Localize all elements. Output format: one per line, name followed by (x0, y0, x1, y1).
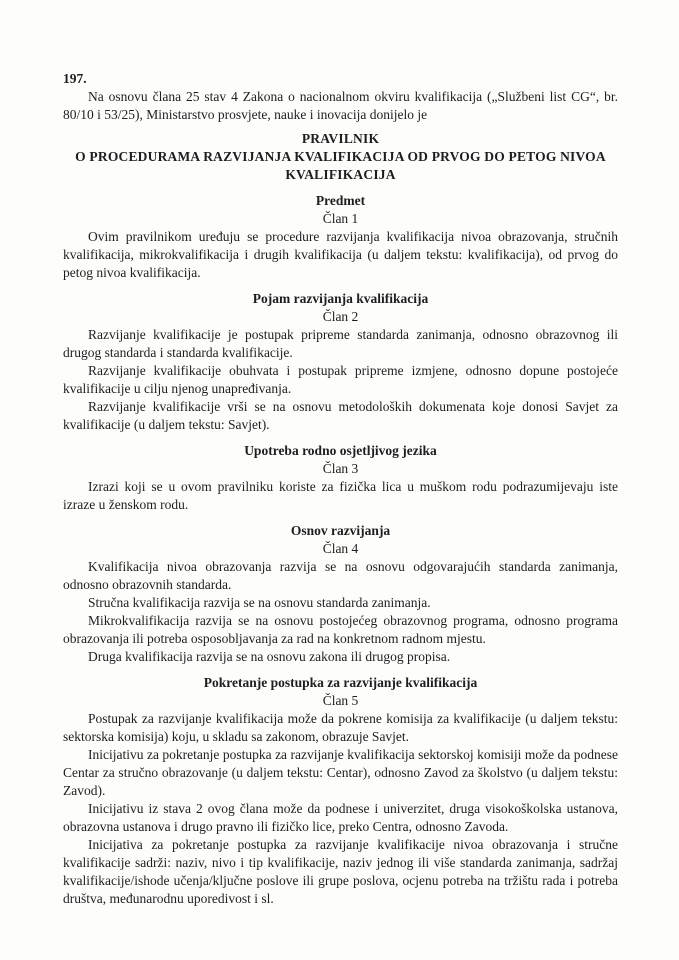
section-heading: Predmet (315, 193, 366, 208)
article-number: Član 1 (322, 211, 359, 226)
section-upotreba-jezika (63, 442, 618, 514)
title-line-1: PRAVILNIK (301, 131, 380, 146)
body-paragraph: Stručna kvalifikacija razvija se na osnovu standarda zanimanja. (88, 595, 431, 610)
body-paragraph: Ovim pravilnikom uređuju se procedure razvijanja kvalifikacija nivoa obrazovanja, stručnih kvalifikacija, mikrokvalifikacija i drugih kvalifikacija (u daljem tekstu: kvalifikacija), od prvog do petog nivoa kvalifikacija. (63, 229, 618, 280)
body-paragraph: Razvijanje kvalifikacije je postupak pripreme standarda zanimanja, odnosno obrazovnog ili drugog standarda i standarda kvalifikacije. (63, 327, 618, 360)
intro-paragraph: Na osnovu člana 25 stav 4 Zakona o nacionalnom okviru kvalifikacija („Službeni list CG“, br. 80/10 i 53/25), Ministarstvo prosvjete, nauke i inovacija donijelo je (63, 89, 618, 122)
body-paragraph: Druga kvalifikacija razvija se na osnovu zakona ili drugog propisa. (88, 649, 451, 664)
body-paragraph: Inicijativa za pokretanje postupka za razvijanje kvalifikacije nivoa obrazovanja i stručne kvalifikacije sadrži: naziv, nivo i tip kvalifikacije, naziv jednog ili više standarda zanimanja, sadržaj kvalifikacije/ishode učenja/ključne poslove ili grupe poslova, ocjenu potreba na tržištu rada i potreba društva, međunarodnu uporedivost i sl. (63, 837, 618, 906)
body-paragraph: Kvalifikacija nivoa obrazovanja razvija se na osnovu odgovarajućih standarda zanimanja, odnosno obrazovnih standarda. (63, 559, 618, 592)
body-paragraph: Inicijativu iz stava 2 ovog člana može da podnese i univerzitet, druga visokoškolska ustanova, obrazovna ustanova i drugo pravno ili fizičko lice, preko Centra, odnosno Zavoda. (63, 801, 618, 834)
body-paragraph: Izrazi koji se u ovom pravilniku koriste za fizička lica u muškom rodu podrazumijevaju iste izraze u ženskom rodu. (63, 479, 618, 512)
article-number: Član 2 (322, 309, 359, 324)
document-title (63, 130, 618, 184)
section-heading: Pojam razvijanja kvalifikacija (252, 291, 429, 306)
section-heading: Upotreba rodno osjetljivog jezika (244, 443, 437, 458)
section-heading: Osnov razvijanja (290, 523, 391, 538)
section-predmet (63, 192, 618, 282)
article-number: Član 5 (322, 693, 359, 708)
body-paragraph: Razvijanje kvalifikacije vrši se na osnovu metodoloških dokumenata koje donosi Savjet za kvalifikacije (u daljem tekstu: Savjet). (63, 399, 618, 432)
title-line-2: O PROCEDURAMA RAZVIJANJA KVALIFIKACIJA OD PRVOG DO PETOG NIVOA KVALIFIKACIJA (75, 149, 606, 182)
body-paragraph: Inicijativu za pokretanje postupka za razvijanje kvalifikacija sektorskoj komisiji može da podnese Centar za stručno obrazovanje (u daljem tekstu: Centar), odnosno Zavod za školstvo (u daljem tekstu: Zavod). (63, 747, 618, 798)
article-number: Član 4 (322, 541, 359, 556)
body-paragraph: Razvijanje kvalifikacije obuhvata i postupak pripreme izmjene, odnosno dopune postojeće kvalifikacije u cilju njenog unapređivanja. (63, 363, 618, 396)
section-heading: Pokretanje postupka za razvijanje kvalifikacija (203, 675, 478, 690)
item-number: 197. (63, 71, 87, 86)
article-number: Član 3 (322, 461, 359, 476)
section-pokretanje-postupka (63, 674, 618, 908)
body-paragraph: Postupak za razvijanje kvalifikacija može da pokrene komisija za kvalifikacije (u daljem tekstu: sektorska komisija) koju, u skladu sa zakonom, obrazuje Savjet. (63, 711, 618, 744)
section-pojam-razvijanja (63, 290, 618, 434)
section-osnov-razvijanja (63, 522, 618, 666)
body-paragraph: Mikrokvalifikacija razvija se na osnovu postojećeg obrazovnog programa, odnosno programa obrazovanja ili potreba osposobljavanja za rad na konkretnom radnom mjestu. (63, 613, 618, 646)
